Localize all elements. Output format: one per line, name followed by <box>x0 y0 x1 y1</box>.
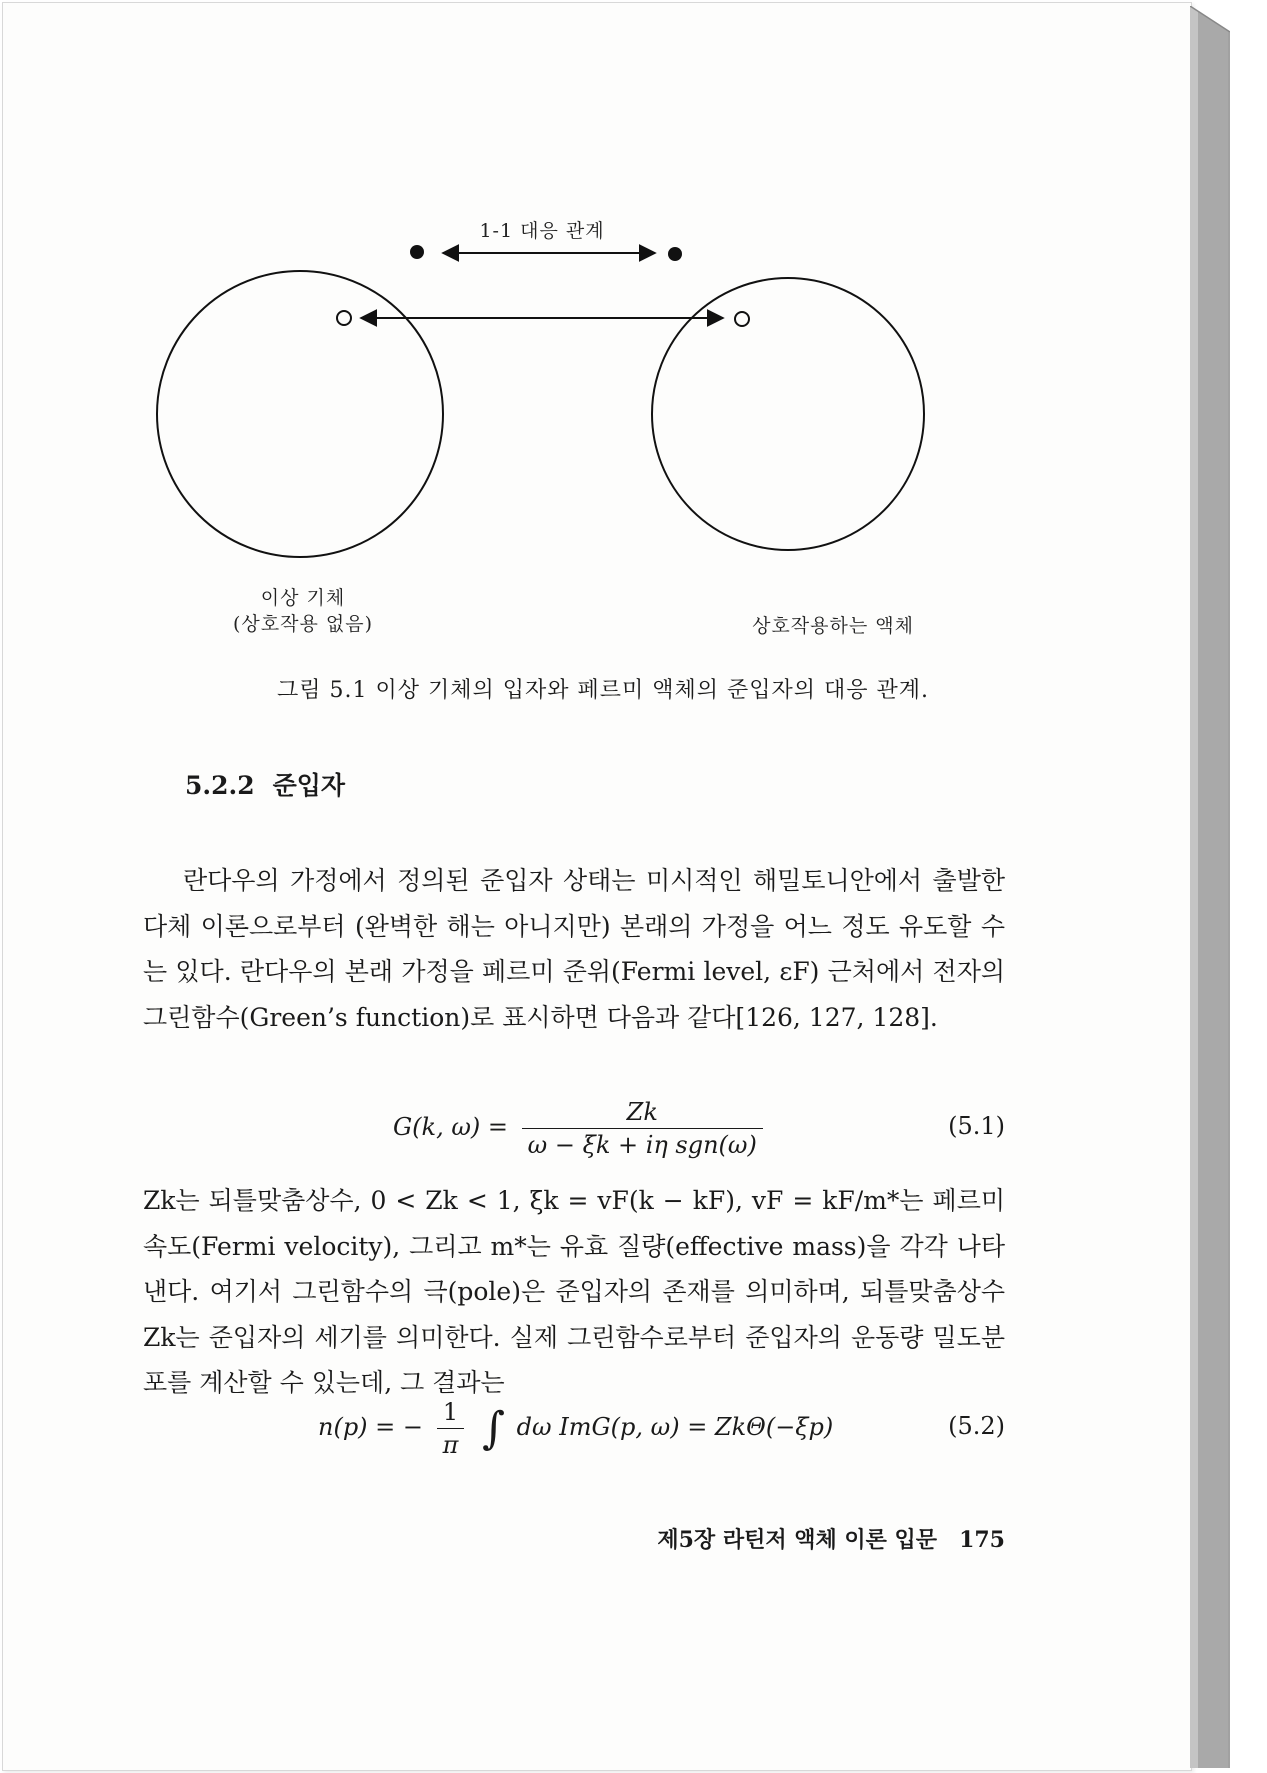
equation-5-1 <box>143 1098 1005 1158</box>
left-filled-particle <box>410 245 424 259</box>
ideal-gas-label-line2: (상호작용 없음) <box>233 613 373 635</box>
page-number: 175 <box>959 1527 1005 1553</box>
eq2-frac-numerator: 1 <box>437 1398 465 1429</box>
eq1-lhs: G(k, ω) = <box>393 1113 509 1141</box>
ideal-gas-label <box>203 585 403 637</box>
section-heading <box>185 766 345 802</box>
eq2-rhs: dω ImG(p, ω) = ZkΘ(−ξp) <box>516 1413 834 1441</box>
right-filled-particle <box>668 247 682 261</box>
equation-5-2 <box>143 1398 1005 1458</box>
right-open-particle <box>735 312 749 326</box>
integral-sign: ∫ <box>482 1402 506 1454</box>
book-spine-edge <box>1190 6 1230 1768</box>
eq2-lhs: n(p) = − <box>318 1413 424 1441</box>
section-title: 준입자 <box>272 771 346 800</box>
ideal-gas-circle <box>157 271 443 557</box>
eq1-fraction <box>522 1098 763 1159</box>
book-page <box>2 2 1192 1771</box>
eq1-denominator: ω − ξk + iη sgn(ω) <box>527 1131 757 1159</box>
eq2-number: (5.2) <box>948 1412 1005 1440</box>
paragraph-2 <box>143 1178 1005 1406</box>
figure-caption: 그림 5.1 이상 기체의 입자와 페르미 액체의 준입자의 대응 관계. <box>277 678 929 703</box>
interacting-liquid-label: 상호작용하는 액체 <box>752 615 914 637</box>
eq1-number: (5.1) <box>948 1112 1005 1140</box>
ideal-gas-label-line1: 이상 기체 <box>260 587 346 609</box>
eq2-fraction <box>437 1398 465 1459</box>
paragraph-2-text: Zk는 되틀맞춤상수, 0 < Zk < 1, ξk = vF(k − kF), vF = kF/m*는 페르미 속도(Fermi velocity), 그리고 m*는 유효 질량(effective mass)을 각각 나타낸다. 여기서 그린함수의 극(pole)은 준입자의 존재를 의미하며, 되틀맞춤상수 Zk는 준입자의 세기를 의미한다. 실제 그린함수로부터 준입자의 운동량 밀도분포를 계산할 수 있는데, 그 결과는 <box>143 1186 1005 1398</box>
arrow-top-label: 1-1 대응 관계 <box>479 220 605 242</box>
paragraph-1 <box>143 858 1005 1040</box>
paragraph-1-text: 란다우의 가정에서 정의된 준입자 상태는 미시적인 해밀토니안에서 출발한 다체 이론으로부터 (완벽한 해는 아니지만) 본래의 가정을 어느 정도 유도할 수는 있다. 란다우의 본래 가정을 페르미 준위(Fermi level, εF) 근처에서 전자의 그린함수(Green’s function)로 표시하면 다음과 같다[126, 127, 128]. <box>143 866 1005 1032</box>
figure-5-1 <box>3 3 1193 723</box>
section-number: 5.2.2 <box>185 771 255 800</box>
page-footer <box>143 1523 1005 1554</box>
chapter-title: 제5장 라틴저 액체 이론 입문 <box>657 1527 938 1553</box>
left-open-particle <box>337 311 351 325</box>
eq1-numerator: Zk <box>522 1098 763 1129</box>
eq2-frac-denominator: π <box>442 1431 459 1459</box>
